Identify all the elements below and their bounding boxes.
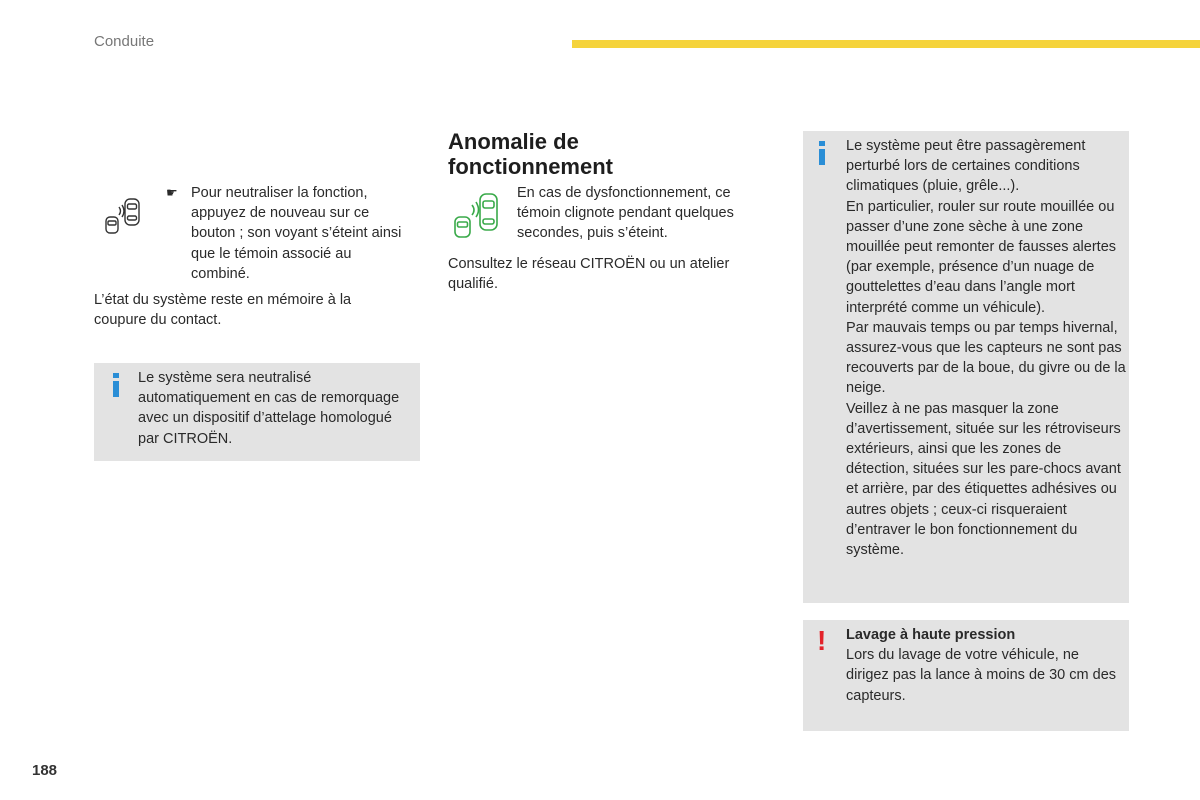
blind-spot-lamp-icon (452, 191, 500, 239)
section-title: Conduite (94, 33, 155, 50)
warning-exclamation-icon: ! (817, 625, 827, 656)
heading-line-2: fonctionnement (448, 154, 613, 179)
neutralize-instruction: Pour neutraliser la fonction, appuyez de nouveau sur ce bouton ; son voyant s’éteint ainsi que le témoin associé au combiné. (191, 185, 402, 282)
pointing-hand-icon: ☛ (166, 185, 178, 200)
weather-info-text (846, 136, 1126, 560)
pressure-wash-content (846, 625, 1121, 706)
towing-info-box (94, 363, 420, 461)
weather-info-box (803, 131, 1129, 603)
header-accent-bar (572, 40, 1200, 48)
weather-para-4: Veillez à ne pas masquer la zone d’avertissement, située sur les rétroviseurs extérieurs, ainsi que les zones de détection, situées sur les pare-chocs avant et arrière, par des étiquettes adhésives ou autres objets ; ceux-ci risqueraient d’entraver le bon fonctionnement du système. (846, 400, 1121, 559)
warning-lamp-description: En cas de dysfonctionnement, ce témoin clignote pendant quelques secondes, puis s’éteint. (517, 185, 734, 242)
consult-network-text: Consultez le réseau CITROËN ou un atelier qualifié. (448, 256, 730, 293)
pressure-wash-text: Lors du lavage de votre véhicule, ne dirigez pas la lance à moins de 30 cm des capteurs. (846, 647, 1117, 704)
blind-spot-button-icon (103, 195, 143, 235)
pressure-wash-warning-box (803, 620, 1129, 731)
pressure-wash-title: Lavage à haute pression (846, 627, 1016, 643)
weather-para-3: Par mauvais temps ou par temps hivernal, assurez-vous que les capteurs ne sont pas recouverts par de la boue, du givre ou de la neige. (846, 319, 1126, 397)
towing-info-text: Le système sera neutralisé automatiquement en cas de remorquage avec un dispositif d’attelage homologué par CITROËN. (138, 370, 400, 447)
page-number: 188 (32, 762, 58, 779)
heading-line-1: Anomalie de (448, 129, 579, 154)
section-heading (448, 129, 748, 179)
weather-para-2: En particulier, rouler sur route mouillée ou passer d’une zone sèche à une zone mouillée peut remonter de fausses alertes (par exemple, présence d’un nuage de gouttelettes d’eau dans l’angle mort interprété comme un véhicule). (846, 198, 1117, 316)
memory-note: L’état du système reste en mémoire à la coupure du contact. (94, 292, 352, 329)
weather-para-1: Le système peut être passagèrement perturbé lors de certaines conditions climatiques (pluie, grêle...). (846, 138, 1086, 195)
